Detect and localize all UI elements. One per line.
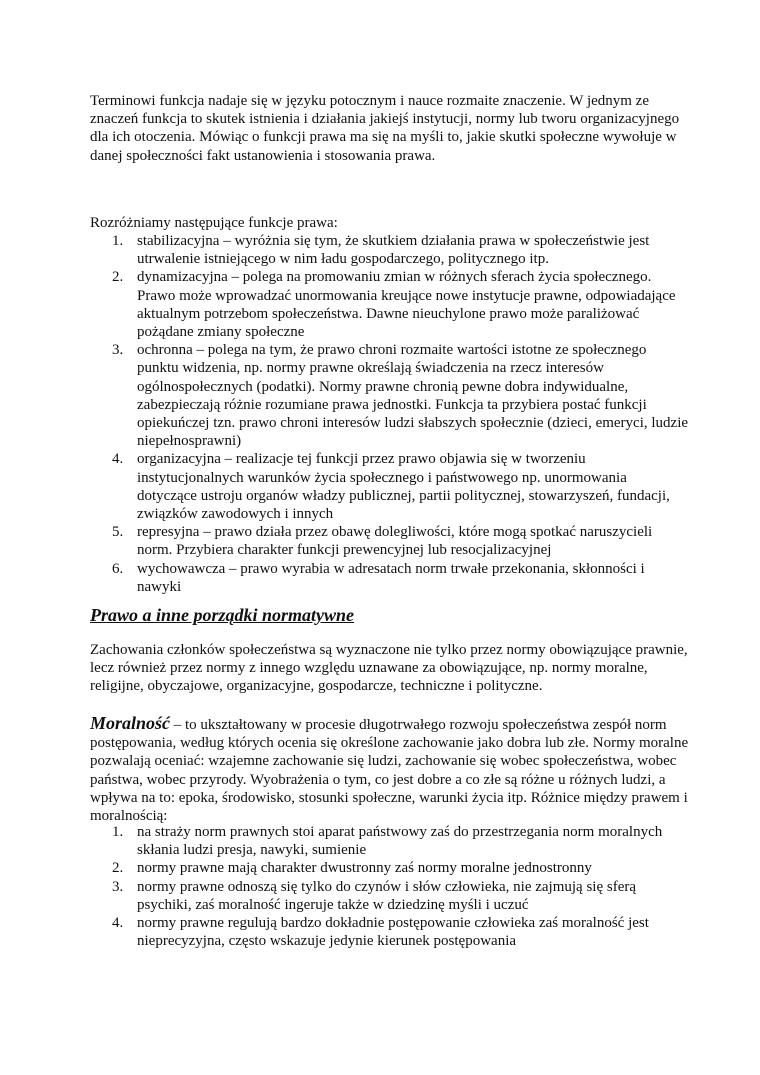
list-item-text: normy prawne mają charakter dwustronny zaś normy moralne jednostronny <box>137 860 592 877</box>
list-item-text: na straży norm prawnych stoi aparat państwowy zaś do przestrzegania norm moralnych skłania ludzi presja, nawyki, sumienie <box>137 824 663 859</box>
list-number: 4. <box>112 451 124 468</box>
list-number: 5. <box>112 524 124 541</box>
list-item <box>90 859 690 877</box>
list-item-text: represyjna – prawo działa przez obawę dolegliwości, które mogą spotkać naruszycieli norm. Przybiera charakter funkcji prewencyjnej lub resocjalizacyjnej <box>137 524 653 559</box>
normative-orders-paragraph: Zachowania członków społeczeństwa są wyznaczone nie tylko przez normy obowiązujące prawnie, lecz również przez normy z innego względu uznawane za obowiązujące, np. normy moralne, religijne, obyczajowe, organizacyjne, gospodarcze, techniczne i polityczne. <box>90 642 688 695</box>
list-item <box>90 878 690 914</box>
intro-paragraph: Terminowi funkcja nadaje się w języku potocznym i nauce rozmaite znaczenie. W jednym ze znaczeń funkcja to skutek istnienia i działania jakiejś instytucji, normy lub tworu organizacyjnego dla ich otoczenia. Mówiąc o funkcji prawa ma się na myśli to, jakie skutki społeczne wywołuje w danej społeczności fakt ustanowienia i stosowania prawa. <box>90 93 680 164</box>
list-item <box>90 914 690 950</box>
list-item-text: organizacyjna – realizacje tej funkcji przez prawo objawia się w tworzeniu instytucjonalnych warunków życia społecznego i państwowego np. unormowania dotyczące ustroju organów władzy publicznej, partii politycznej, stowarzyszeń, fundacji, związków zawodowych i innych <box>137 451 670 523</box>
list-number: 3. <box>112 342 124 359</box>
morality-term: Moralność <box>90 713 171 733</box>
list-item-text: ochronna – polega na tym, że prawo chroni rozmaite wartości istotne ze społecznego punktu widzenia, np. normy prawne określają świadczenia na rzecz interesów ogólnospołecznych (podatki). Normy prawne chronią pewne dobra indywidualne, zabezpieczają różnie rozumiane prawa jednostki. Funkcja ta przybiera postać funkcji opiekuńczej tzn. prawo chroni interesów ludzi słabszych społecznie (dzieci, emeryci, ludzie niepełnosprawni) <box>137 342 689 450</box>
morality-definition: – to ukształtowany w procesie długotrwałego rozwoju społeczeństwa zespół norm postępowania, według których ocenia się określone zachowanie jako dobra lub złe. Normy moralne pozwalają oceniać: wzajemne zachowanie się ludzi, zachowanie się wobec społeczeństwa, wobec państwa, wobec przyrody. Wyobrażenia o tym, co jest dobre a co złe są różne u różnych ludzi, a wpływa na to: epoka, środowisko, stosunki społeczne, warunki życia itp. Różnice między prawem i moralnością: <box>90 717 689 825</box>
list-item <box>90 268 690 341</box>
functions-lead: Rozróżniamy następujące funkcje prawa: <box>90 215 338 231</box>
list-number: 1. <box>112 824 124 840</box>
list-item-text: stabilizacyjna – wyróżnia się tym, że skutkiem działania prawa w społeczeństwie jest utrwalenie istniejącego w nim ładu gospodarczego, politycznego itp. <box>137 233 650 268</box>
list-item <box>90 523 690 559</box>
list-item <box>90 560 690 596</box>
morality-paragraph <box>90 714 690 825</box>
list-item <box>90 341 690 450</box>
list-number: 3. <box>112 878 124 895</box>
list-item-text: normy prawne regulują bardzo dokładnie postępowanie człowieka zaś moralność jest nieprecyzyjna, często wskazuje jedynie kierunek postępowania <box>137 915 649 950</box>
list-item <box>90 823 690 859</box>
list-item-text: dynamizacyjna – polega na promowaniu zmian w różnych sferach życia społecznego. Prawo może wprowadzać unormowania kreujące nowe instytucje prawne, odpowiadające aktualnym potrzebom społeczeństwa. Dawne nieuchylone prawo może paraliżować pożądane zmiany społeczne <box>137 269 676 341</box>
list-item <box>90 232 690 268</box>
list-item-text: normy prawne odnoszą się tylko do czynów i słów człowieka, nie zajmują się sferą psychiki, zaś moralność ingeruje także w dziedzinę myśli i uczuć <box>137 878 637 913</box>
list-number: 4. <box>112 915 124 932</box>
list-number: 2. <box>112 860 124 877</box>
list-number: 1. <box>112 233 124 249</box>
list-item <box>90 450 690 523</box>
section-heading: Prawo a inne porządki normatywne <box>90 605 355 625</box>
functions-list <box>90 232 690 596</box>
list-item-text: wychowawcza – prawo wyrabia w adresatach norm trwałe przekonania, skłonności i nawyki <box>137 560 645 595</box>
differences-list <box>90 823 690 950</box>
list-number: 6. <box>112 560 124 577</box>
list-number: 2. <box>112 269 124 286</box>
